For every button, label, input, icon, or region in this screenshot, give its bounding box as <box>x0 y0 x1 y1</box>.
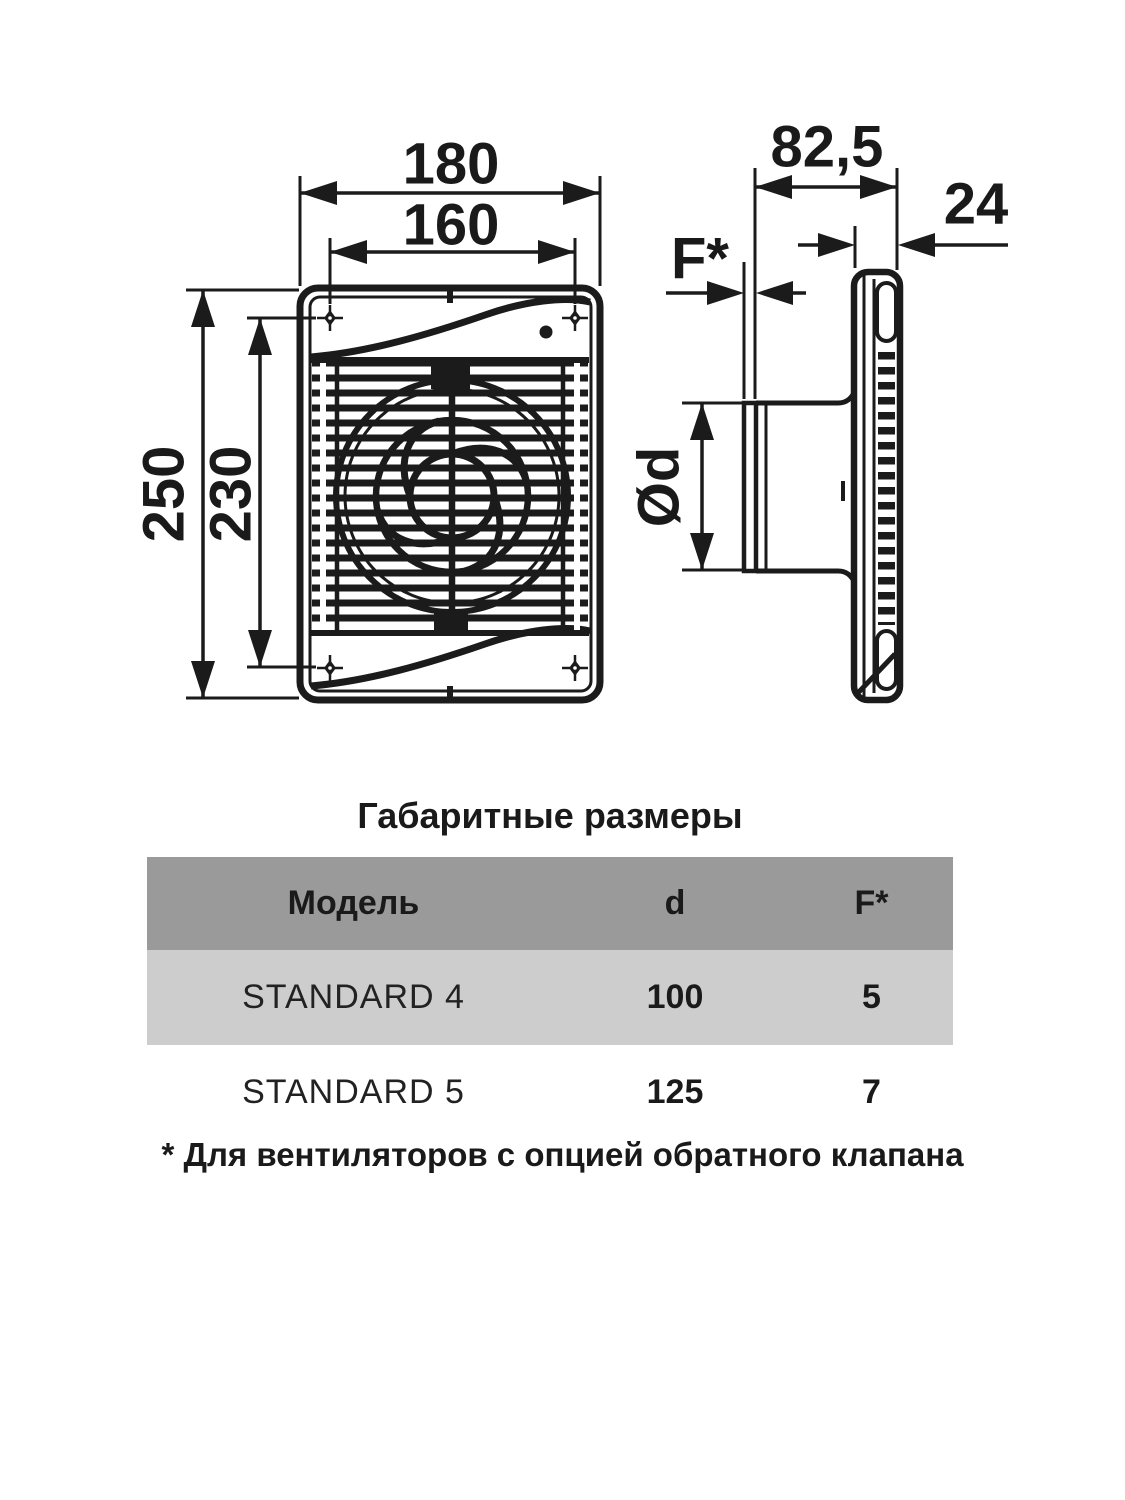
model-f-value: 5 <box>862 978 881 1016</box>
indicator-dot <box>540 326 553 339</box>
motor-mount-tab-bottom <box>434 611 468 631</box>
table-footnote: * Для вентиляторов с опцией обратного клапана <box>161 1136 964 1173</box>
col-header-d: d <box>664 884 686 922</box>
valve-lip <box>744 403 756 571</box>
model-name: STANDARD 4 <box>242 978 465 1016</box>
dim-valve-protrusion-label: F* <box>671 226 729 292</box>
fan-front-view <box>300 288 600 700</box>
table-row <box>147 1045 953 1140</box>
col-header-f: F* <box>854 884 889 922</box>
col-header-model: Модель <box>287 884 420 922</box>
dimensions-table <box>147 857 953 1140</box>
duct-spigot <box>744 393 854 581</box>
model-f-value: 7 <box>862 1073 881 1111</box>
dim-width-outer-label: 180 <box>402 131 500 197</box>
fan-side-view <box>744 272 900 700</box>
dim-front-thickness-label: 24 <box>943 171 1009 237</box>
model-d-value: 100 <box>646 978 704 1016</box>
model-d-value: 125 <box>646 1073 704 1111</box>
table-header-row <box>147 857 953 950</box>
motor-mount-tab <box>431 360 470 389</box>
table-row <box>147 950 953 1045</box>
dim-width-mount-label: 160 <box>402 192 500 258</box>
model-name: STANDARD 5 <box>242 1073 465 1111</box>
dim-height-mount-label: 230 <box>198 445 264 543</box>
dim-height-outer-label: 250 <box>131 445 197 543</box>
dim-duct-diameter-label: Ød <box>626 446 692 528</box>
dim-depth-label: 82,5 <box>770 114 884 180</box>
table-title: Габаритные размеры <box>357 795 743 836</box>
